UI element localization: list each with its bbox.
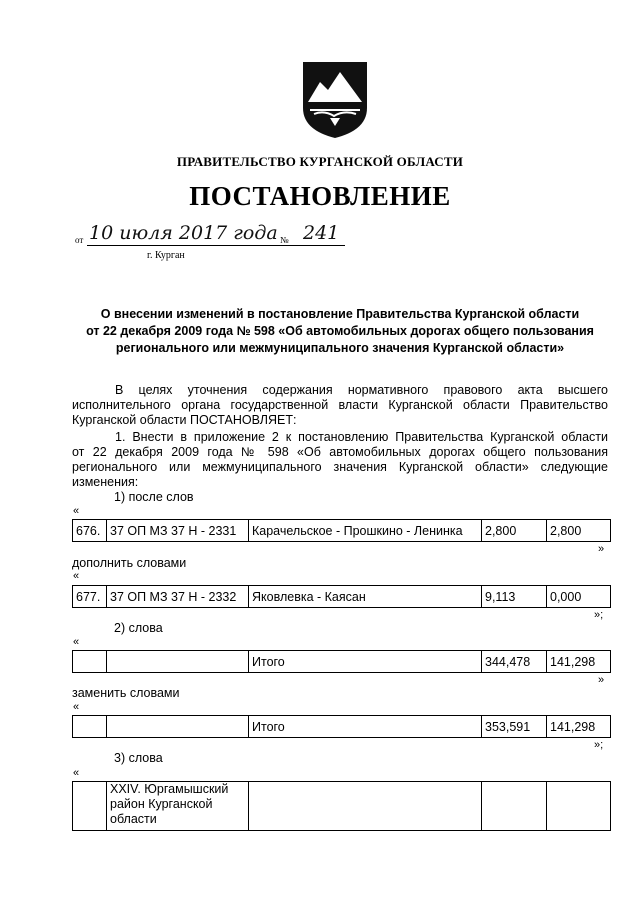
table-cell: Яковлевка - Каясан	[249, 586, 482, 608]
open-quote: «	[73, 701, 80, 713]
paragraph-line: от 22 декабря 2009 года № 598 «Об автомобильных дорогах общего пользования	[72, 445, 608, 459]
table-cell	[107, 716, 249, 738]
table-cell: XXIV. Юргамышский район Курганской области	[107, 782, 249, 831]
table-cell: 353,591	[482, 716, 547, 738]
table-row	[73, 651, 611, 673]
table-cell	[547, 782, 611, 831]
table-cell: Карачельское - Прошкино - Ленинка	[249, 520, 482, 542]
table-cell: 9,113	[482, 586, 547, 608]
paragraph-line: 1. Внести в приложение 2 к постановлению Правительства Курганской области	[115, 430, 608, 444]
coat-of-arms-emblem	[300, 60, 370, 140]
table-cell: 141,298	[547, 716, 611, 738]
table-row-total-old	[72, 650, 611, 673]
document-heading	[72, 306, 608, 357]
table-cell: 676.	[73, 520, 107, 542]
table-cell	[482, 782, 547, 831]
table-row	[73, 716, 611, 738]
close-quote-semicolon: »;	[594, 609, 604, 621]
open-quote: «	[73, 505, 80, 517]
heading-line: О внесении изменений в постановление Правительства Курганской области	[100, 307, 580, 321]
item-1-paragraph	[72, 430, 608, 490]
table-cell: 344,478	[482, 651, 547, 673]
date-prefix: от	[75, 235, 84, 245]
open-quote: «	[73, 767, 80, 779]
table-cell: 2,800	[482, 520, 547, 542]
table-cell: Итого	[249, 716, 482, 738]
label-words-2: 2) слова	[114, 621, 163, 635]
table-cell	[107, 651, 249, 673]
city: г. Курган	[147, 250, 185, 261]
table-row	[73, 586, 611, 608]
table-row-total-new	[72, 715, 611, 738]
close-quote: »	[598, 674, 605, 686]
label-replace-words: заменить словами	[72, 686, 180, 700]
table-cell	[249, 782, 482, 831]
table-row-676	[72, 519, 611, 542]
table-cell	[73, 716, 107, 738]
table-cell	[73, 782, 107, 831]
open-quote: «	[73, 636, 80, 648]
table-cell: 37 ОП МЗ 37 Н - 2331	[107, 520, 249, 542]
heading-line: от 22 декабря 2009 года № 598 «Об автомобильных дорогах общего пользования	[86, 324, 594, 338]
heading-line: регионального или межмуниципального значения Курганской области»	[115, 341, 565, 355]
label-words-3: 3) слова	[114, 751, 163, 765]
table-cell	[73, 651, 107, 673]
paragraph-line: Курганской области ПОСТАНОВЛЯЕТ:	[72, 413, 297, 427]
table-cell: Итого	[249, 651, 482, 673]
number-underline	[295, 245, 345, 246]
table-row	[73, 520, 611, 542]
intro-paragraph	[72, 383, 608, 428]
government-name: ПРАВИТЕЛЬСТВО КУРГАНСКОЙ ОБЛАСТИ	[176, 154, 464, 169]
number-prefix: №	[280, 235, 289, 245]
table-cell: 0,000	[547, 586, 611, 608]
paragraph-line: регионального или межмуниципального значения Курганской области» следующие	[72, 460, 608, 474]
table-cell: 677.	[73, 586, 107, 608]
date-number-row	[75, 222, 375, 250]
table-cell: 2,800	[547, 520, 611, 542]
table-row	[73, 782, 611, 831]
open-quote: «	[73, 570, 80, 582]
handwritten-number: 241	[303, 222, 340, 244]
label-after-words: 1) после слов	[114, 490, 194, 504]
table-cell: 37 ОП МЗ 37 Н - 2332	[107, 586, 249, 608]
table-row-677	[72, 585, 611, 608]
label-add-words: дополнить словами	[72, 556, 187, 570]
paragraph-line: исполнительного органа государственной власти Курганской области Правительство	[72, 398, 608, 412]
close-quote-semicolon: »;	[594, 739, 604, 751]
table-cell: 141,298	[547, 651, 611, 673]
document-title: ПОСТАНОВЛЕНИЕ	[189, 181, 451, 211]
handwritten-date: 10 июля 2017 года	[89, 222, 278, 244]
paragraph-line: В целях уточнения содержания нормативного правового акта высшего	[115, 383, 608, 397]
close-quote: »	[598, 543, 605, 555]
table-row-district	[72, 781, 611, 831]
paragraph-line: изменения:	[72, 475, 139, 489]
